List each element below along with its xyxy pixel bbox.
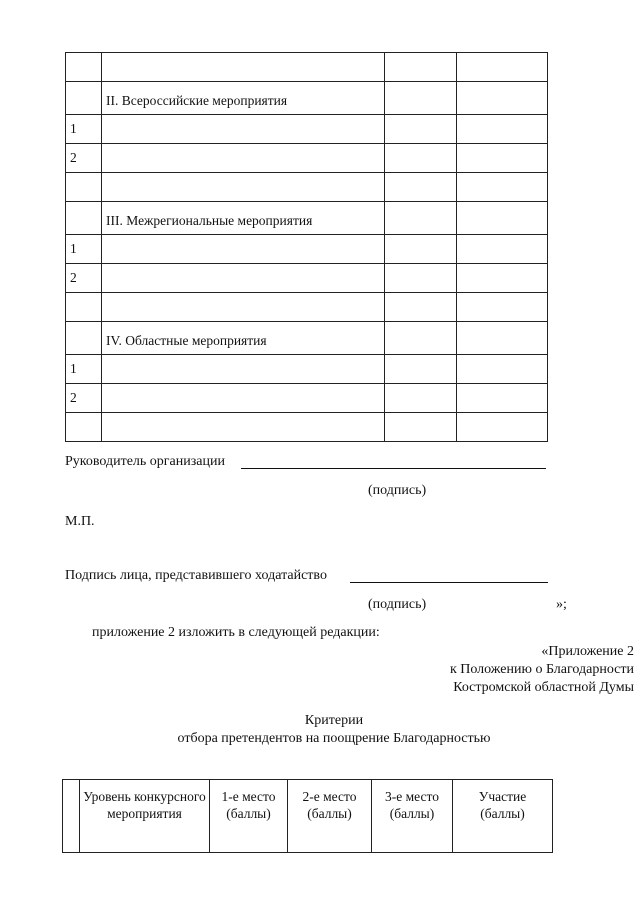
stamp-label: М.П. [65, 514, 95, 529]
table-row [66, 413, 548, 442]
criteria-subtitle: отбора претендентов на поощрение Благодарностью [177, 731, 491, 746]
table-cell [385, 355, 457, 384]
signature-line [350, 582, 548, 583]
table-cell [457, 202, 548, 235]
table-cell [457, 173, 548, 202]
closing-quote: »; [556, 597, 567, 612]
table-cell [385, 115, 457, 144]
table-cell [457, 235, 548, 264]
section-title: II. Всероссийские мероприятия [102, 82, 385, 115]
table-cell [457, 115, 548, 144]
row-number: 2 [66, 264, 102, 293]
row-number: 1 [66, 235, 102, 264]
table-cell [102, 115, 385, 144]
table-cell [102, 293, 385, 322]
table-row [66, 53, 548, 82]
table-cell [66, 322, 102, 355]
signature-hint: (подпись) [368, 597, 427, 612]
table-row [66, 264, 548, 293]
events-table [65, 52, 548, 442]
section-title: IV. Областные мероприятия [102, 322, 385, 355]
row-number: 1 [66, 355, 102, 384]
table-cell [102, 413, 385, 442]
column-header: 2-е место (баллы) [288, 780, 372, 853]
row-number [66, 413, 102, 442]
table-cell [385, 202, 457, 235]
table-cell [66, 53, 102, 82]
signature-line [241, 468, 546, 469]
table-cell [102, 144, 385, 173]
petitioner-label: Подпись лица, представившего ходатайство [65, 568, 327, 583]
table-cell [385, 413, 457, 442]
appendix-line-3: Костромской областной Думы [453, 680, 634, 695]
table-row [66, 115, 548, 144]
table-header-row [63, 780, 553, 853]
table-cell [102, 173, 385, 202]
table-row [66, 355, 548, 384]
table-cell [457, 322, 548, 355]
table-cell [385, 384, 457, 413]
column-header: 3-е место (баллы) [372, 780, 453, 853]
table-cell [385, 235, 457, 264]
table-cell [385, 53, 457, 82]
row-number: 2 [66, 384, 102, 413]
table-cell [457, 82, 548, 115]
table-cell [457, 413, 548, 442]
table-cell [457, 293, 548, 322]
row-number: 1 [66, 115, 102, 144]
table-row [66, 384, 548, 413]
table-cell [102, 264, 385, 293]
column-header: Участие (баллы) [453, 780, 553, 853]
criteria-title: Критерии [304, 713, 364, 728]
table-cell [457, 384, 548, 413]
section-row [66, 202, 548, 235]
appendix-line-2: к Положению о Благодарности [449, 662, 634, 677]
table-cell [385, 264, 457, 293]
table-row [66, 293, 548, 322]
table-cell [385, 322, 457, 355]
column-header: 1-е место (баллы) [210, 780, 288, 853]
table-cell [385, 82, 457, 115]
table-cell [102, 53, 385, 82]
table-cell [385, 144, 457, 173]
table-cell [66, 202, 102, 235]
table-cell [66, 82, 102, 115]
table-cell [457, 53, 548, 82]
row-number [66, 173, 102, 202]
column-header [63, 780, 80, 853]
table-cell [102, 384, 385, 413]
table-cell [102, 355, 385, 384]
head-label: Руководитель организации [65, 454, 225, 469]
appendix-line-1: «Приложение 2 [541, 644, 634, 659]
row-number [66, 293, 102, 322]
section-title: III. Межрегиональные мероприятия [102, 202, 385, 235]
criteria-table [62, 779, 553, 853]
section-row [66, 82, 548, 115]
table-cell [457, 144, 548, 173]
section-row [66, 322, 548, 355]
table-cell [457, 264, 548, 293]
table-row [66, 235, 548, 264]
amendment-text: приложение 2 изложить в следующей редакции: [92, 625, 380, 640]
table-row [66, 144, 548, 173]
table-cell [385, 173, 457, 202]
signature-hint: (подпись) [368, 483, 427, 498]
column-header: Уровень конкурсного мероприятия [80, 780, 210, 853]
table-row [66, 173, 548, 202]
table-cell [457, 355, 548, 384]
row-number: 2 [66, 144, 102, 173]
table-cell [385, 293, 457, 322]
table-cell [102, 235, 385, 264]
